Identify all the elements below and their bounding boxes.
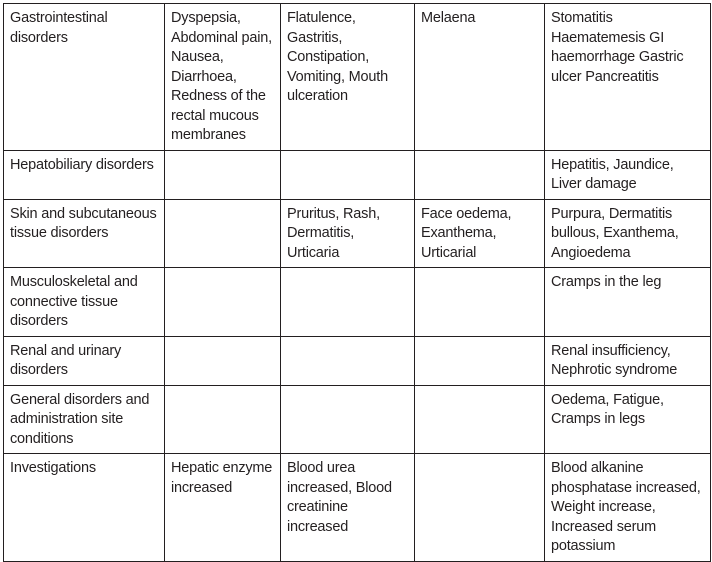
frequency-cell-4: Renal insufficiency, Nephrotic syndrome (545, 336, 711, 385)
row-category-cell: Musculoskeletal and connective tissue disorders (4, 268, 165, 337)
frequency-cell-1 (165, 150, 281, 199)
frequency-cell-4: Stomatitis Haematemesis GI haemorrhage Gastric ulcer Pancreatitis (545, 4, 711, 151)
table-row-skin (4, 199, 711, 268)
frequency-cell-2: Blood urea increased, Blood creatinine increased (281, 454, 415, 562)
table-row-musculoskeletal (4, 268, 711, 337)
frequency-cell-2 (281, 150, 415, 199)
frequency-cell-3 (415, 336, 545, 385)
frequency-cell-4: Purpura, Dermatitis bullous, Exanthema, Angioedema (545, 199, 711, 268)
row-category-cell: Gastrointestinal disorders (4, 4, 165, 151)
row-category-cell: Investigations (4, 454, 165, 562)
frequency-cell-1 (165, 385, 281, 454)
frequency-cell-4: Oedema, Fatigue, Cramps in legs (545, 385, 711, 454)
frequency-cell-3 (415, 150, 545, 199)
table-row-hepatobiliary (4, 150, 711, 199)
frequency-cell-1: Dyspepsia, Abdominal pain, Nausea, Diarrhoea, Redness of the rectal mucous membranes (165, 4, 281, 151)
frequency-cell-3: Melaena (415, 4, 545, 151)
adverse-reactions-table (3, 3, 711, 562)
table-row-gastrointestinal (4, 4, 711, 151)
frequency-cell-2: Flatulence, Gastritis, Constipation, Vomiting, Mouth ulceration (281, 4, 415, 151)
table-row-general (4, 385, 711, 454)
frequency-cell-1 (165, 268, 281, 337)
row-category-cell: Skin and subcutaneous tissue disorders (4, 199, 165, 268)
table-row-renal (4, 336, 711, 385)
table-row-investigations (4, 454, 711, 562)
frequency-cell-3: Face oedema, Exanthema, Urticarial (415, 199, 545, 268)
row-category-cell: Hepatobiliary disorders (4, 150, 165, 199)
frequency-cell-3 (415, 385, 545, 454)
frequency-cell-4: Hepatitis, Jaundice, Liver damage (545, 150, 711, 199)
frequency-cell-1 (165, 336, 281, 385)
frequency-cell-2: Pruritus, Rash, Dermatitis, Urticaria (281, 199, 415, 268)
frequency-cell-2 (281, 385, 415, 454)
row-category-cell: General disorders and administration site conditions (4, 385, 165, 454)
frequency-cell-2 (281, 268, 415, 337)
frequency-cell-3 (415, 268, 545, 337)
frequency-cell-4: Blood alkanine phosphatase increased, Weight increase, Increased serum potassium (545, 454, 711, 562)
frequency-cell-4: Cramps in the leg (545, 268, 711, 337)
frequency-cell-2 (281, 336, 415, 385)
frequency-cell-1 (165, 199, 281, 268)
row-category-cell: Renal and urinary disorders (4, 336, 165, 385)
frequency-cell-3 (415, 454, 545, 562)
frequency-cell-1: Hepatic enzyme increased (165, 454, 281, 562)
